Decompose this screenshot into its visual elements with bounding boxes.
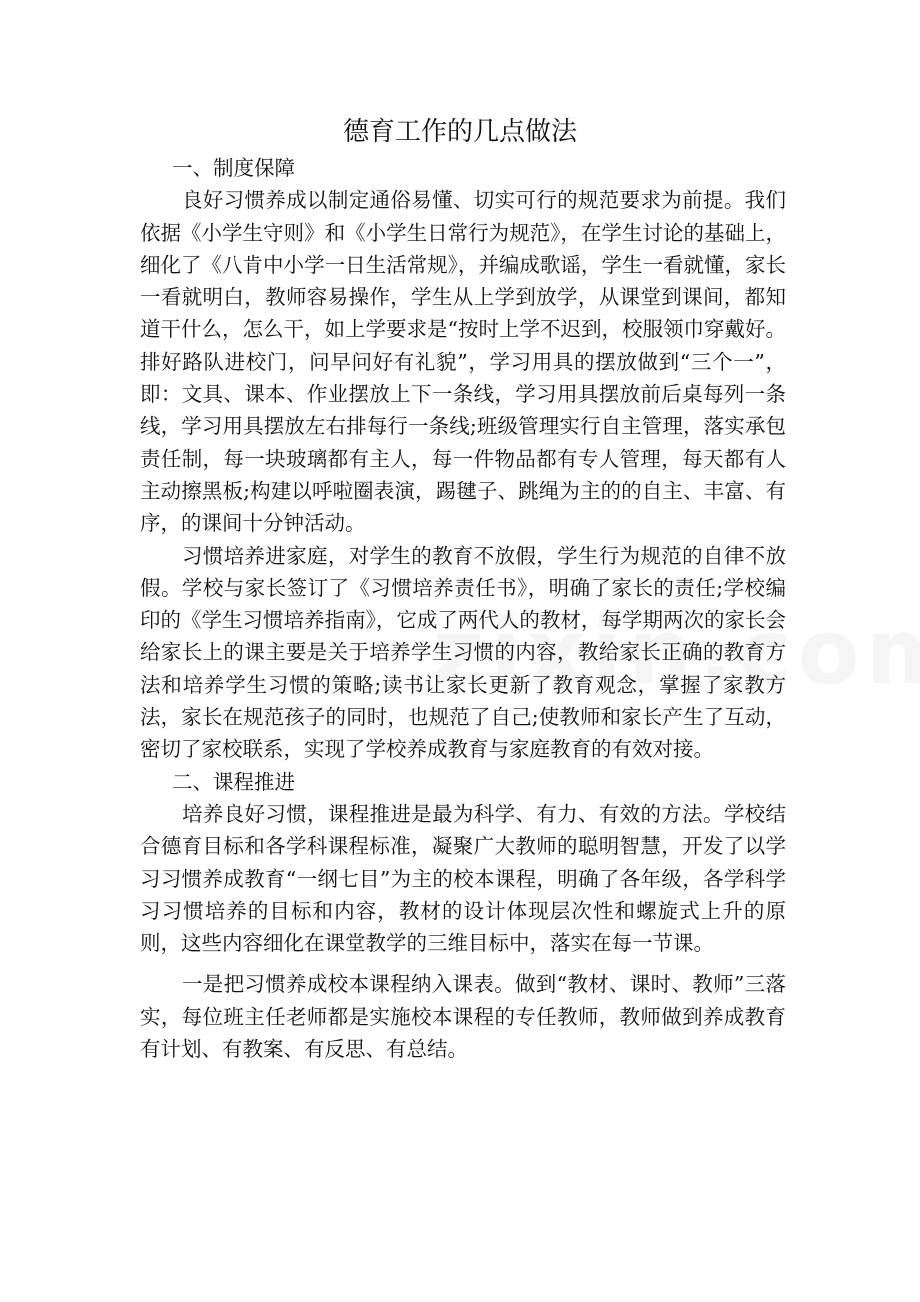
document-body xyxy=(140,152,786,1065)
section-heading-1: 一、制度保障 xyxy=(172,156,295,180)
paragraph-1-2: 习惯培养进家庭，对学生的教育不放假，学生行为规范的自律不放假。学校与家长签订了《习惯培养责任书》，明确了家长的责任;学校编印的《学生习惯培养指南》，它成了两代人的教材，每学期两次的家长会给家长上的课主要是关于培养学生习惯的内容，教给家长正确的教育方法和培养学生习惯的策略;读书让家长更新了教育观念，掌握了家教方法，家长在规范孩子的同时，也规范了自己;使教师和家长产生了互动，密切了家校联系，实现了学校养成教育与家庭教育的有效对接。 xyxy=(140,543,786,762)
paragraph-2-1: 培养良好习惯，课程推进是最为科学、有力、有效的方法。学校结合德育目标和各学科课程标准，凝聚广大教师的聪明智慧，开发了以学习习惯养成教育“一纲七目”为主的校本课程，明确了各年级，各学科学习习惯培养的目标和内容，教材的设计体现层次性和螺旋式上升的原则，这些内容细化在课堂教学的三维目标中，落实在每一节课。 xyxy=(140,801,786,956)
section-heading-2: 二、课程推进 xyxy=(172,769,295,794)
paragraph-1-1: 良好习惯养成以制定通俗易懂、切实可行的规范要求为前提。我们依据《小学生守则》和《小学生日常行为规范》，在学生讨论的基础上，细化了《八肯中小学一日生活常规》，并编成歌谣，学生一看就懂，家长一看就明白，教师容易操作，学生从上学到放学，从课堂到课间，都知道干什么，怎么干，如上学要求是“按时上学不迟到，校服领巾穿戴好。排好路队进校门，问早问好有礼貌”，学习用具的摆放做到“三个一”，即：文具、课本、作业摆放上下一条线，学习用具摆放前后桌每列一条线，学习用具摆放左右排每行一条线;班级管理实行自主管理，落实承包责任制，每一块玻璃都有主人，每一件物品都有专人管理，每天都有人主动擦黑板;构建以呼啦圈表演，踢毽子、跳绳为主的的自主、丰富、有序，的课间十分钟活动。 xyxy=(140,188,786,536)
document-title: 德育工作的几点做法 xyxy=(342,117,577,147)
paragraph-2-2: 一是把习惯养成校本课程纳入课表。做到“教材、课时、教师”三落实，每位班主任老师都是实施校本课程的专任教师，教师做到养成教育有计划、有教案、有反思、有总结。 xyxy=(140,972,786,1062)
